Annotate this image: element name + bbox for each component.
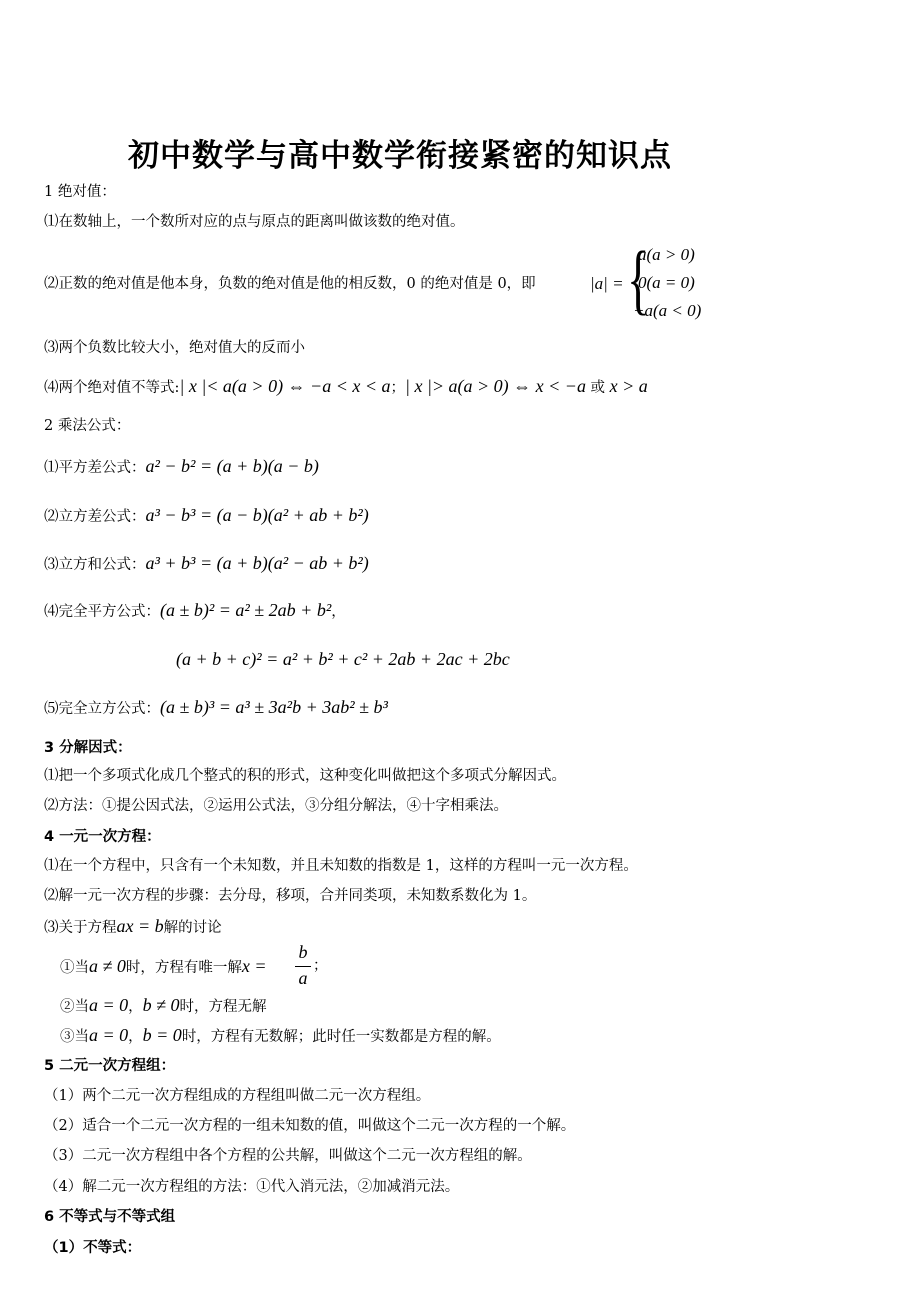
- discussion-label: ⑶关于方程: [44, 920, 117, 936]
- discussion-tail: 解的讨论: [163, 920, 222, 936]
- case-unique-end: ；: [313, 958, 328, 974]
- formula-sum-cubes: [44, 553, 369, 575]
- case-negative: −a(a < 0): [633, 301, 702, 320]
- formula-trinomial-square: [176, 649, 510, 671]
- discussion-equation: ax = b: [116, 916, 164, 936]
- case-brace: {: [627, 235, 650, 322]
- list-item: （1）两个二元一次方程组成的方程组叫做二元一次方程组。: [44, 1088, 431, 1104]
- case-unique-prefix: ①当: [60, 960, 89, 976]
- section-3-heading: 3 分解因式：: [44, 740, 132, 756]
- page-title: 初中数学与高中数学衔接紧密的知识点: [128, 138, 672, 174]
- negative-compare: ⑶两个负数比较大小，绝对值大的反而小: [44, 340, 305, 356]
- case-unique-x: x =: [241, 956, 267, 976]
- linear-eq-discussion: [44, 916, 222, 938]
- formula-diff-squares-label: ⑴平方差公式：: [44, 460, 146, 476]
- formula-perfect-cube-math: (a ± b)³ = a³ ± 3a²b + 3ab² ± b³: [160, 697, 388, 717]
- formula-diff-squares-math: a² − b² = (a + b)(a − b): [145, 456, 319, 476]
- factoring-definition: ⑴把一个多项式化成几个整式的积的形式，这种变化叫做把这个多项式分解因式。: [44, 768, 566, 784]
- case-none-cond-a: a = 0: [89, 995, 129, 1015]
- linear-eq-steps: ⑵解一元一次方程的步骤：去分母，移项，合并同类项，未知数系数化为 1。: [44, 888, 537, 904]
- case-inf-cond-b: b = 0: [142, 1025, 182, 1045]
- formula-perfect-square: [44, 600, 346, 622]
- case-infinite-solutions: [60, 1025, 501, 1047]
- case-unique-solution: [60, 956, 267, 978]
- factoring-methods: ⑵方法：①提公因式法，②运用公式法，③分组分解法，④十字相乘法。: [44, 798, 508, 814]
- list-item: （2）适合一个二元一次方程的一组未知数的值，叫做这个二元一次方程的一个解。: [44, 1118, 576, 1134]
- abs-property-text: ⑵正数的绝对值是他本身，负数的绝对值是他的相反数，0 的绝对值是 0，即: [44, 276, 536, 292]
- formula-diff-squares: [44, 456, 319, 478]
- formula-perfect-cube-label: ⑸完全立方公式：: [44, 701, 160, 717]
- case-none-sep: ，: [128, 999, 143, 1015]
- case-none-prefix: ②当: [60, 999, 89, 1015]
- list-item: （4）解二元一次方程组的方法：①代入消元法，②加减消元法。: [44, 1179, 460, 1195]
- abs-inequality: [44, 376, 648, 398]
- fraction-numerator: b: [298, 942, 308, 962]
- abs-inequality-math-2: | x |> a(a > 0) ⇔ x < −a: [405, 376, 586, 396]
- formula-perfect-square-tail: ，: [331, 604, 346, 620]
- formula-sum-cubes-label: ⑶立方和公式：: [44, 557, 146, 573]
- section-6-sub: （1）不等式：: [44, 1240, 142, 1256]
- formula-diff-cubes: [44, 505, 369, 527]
- abs-inequality-math-3: x > a: [609, 376, 648, 396]
- case-inf-sep: ，: [128, 1029, 143, 1045]
- formula-diff-cubes-math: a³ − b³ = (a − b)(a² + ab + b²): [145, 505, 369, 525]
- formula-diff-cubes-label: ⑵立方差公式：: [44, 509, 146, 525]
- abs-inequality-or: 或: [585, 380, 610, 396]
- section-6-heading: 6 不等式与不等式组: [44, 1209, 176, 1225]
- formula-sum-cubes-math: a³ + b³ = (a + b)(a² − ab + b²): [145, 553, 369, 573]
- formula-perfect-cube: [44, 697, 388, 719]
- case-inf-text: 时，方程有无数解；此时任一实数都是方程的解。: [181, 1029, 501, 1045]
- case-positive: a(a > 0): [638, 245, 695, 264]
- formula-trinomial-square-math: (a + b + c)² = a² + b² + c² + 2ab + 2ac + 2bc: [176, 649, 510, 669]
- case-none-cond-b: b ≠ 0: [142, 995, 180, 1015]
- case-no-solution: [60, 995, 267, 1017]
- linear-eq-definition: ⑴在一个方程中，只含有一个未知数，并且未知数的指数是 1，这样的方程叫一元一次方程。: [44, 858, 638, 874]
- fraction-denominator: a: [298, 968, 308, 988]
- formula-perfect-square-math: (a ± b)² = a² ± 2ab + b²: [160, 600, 332, 620]
- section-2-heading: 2 乘法公式：: [44, 418, 131, 434]
- case-inf-prefix: ③当: [60, 1029, 89, 1045]
- list-item: （3）二元一次方程组中各个方程的公共解，叫做这个二元一次方程组的解。: [44, 1148, 532, 1164]
- case-unique-condition: a ≠ 0: [89, 956, 126, 976]
- abs-definition: ⑴在数轴上，一个数所对应的点与原点的距离叫做该数的绝对值。: [44, 214, 465, 230]
- section-5-heading: 5 二元一次方程组：: [44, 1058, 176, 1074]
- abs-inequality-math-1: | x |< a(a > 0) ⇔ −a < x < a: [179, 376, 391, 396]
- case-zero: 0(a = 0): [638, 273, 695, 292]
- formula-perfect-square-label: ⑷完全平方公式：: [44, 604, 160, 620]
- case-unique-text: 时，方程有唯一解: [125, 960, 242, 976]
- fraction-bar: [295, 966, 311, 967]
- abs-inequality-sep: ；: [390, 380, 405, 396]
- abs-lhs: |a| =: [590, 274, 624, 293]
- section-1-heading: 1 绝对值：: [44, 184, 116, 200]
- case-inf-cond-a: a = 0: [89, 1025, 129, 1045]
- section-4-heading: 4 一元一次方程：: [44, 829, 161, 845]
- case-none-text: 时，方程无解: [179, 999, 267, 1015]
- abs-inequality-label: ⑷两个绝对值不等式:: [44, 380, 180, 396]
